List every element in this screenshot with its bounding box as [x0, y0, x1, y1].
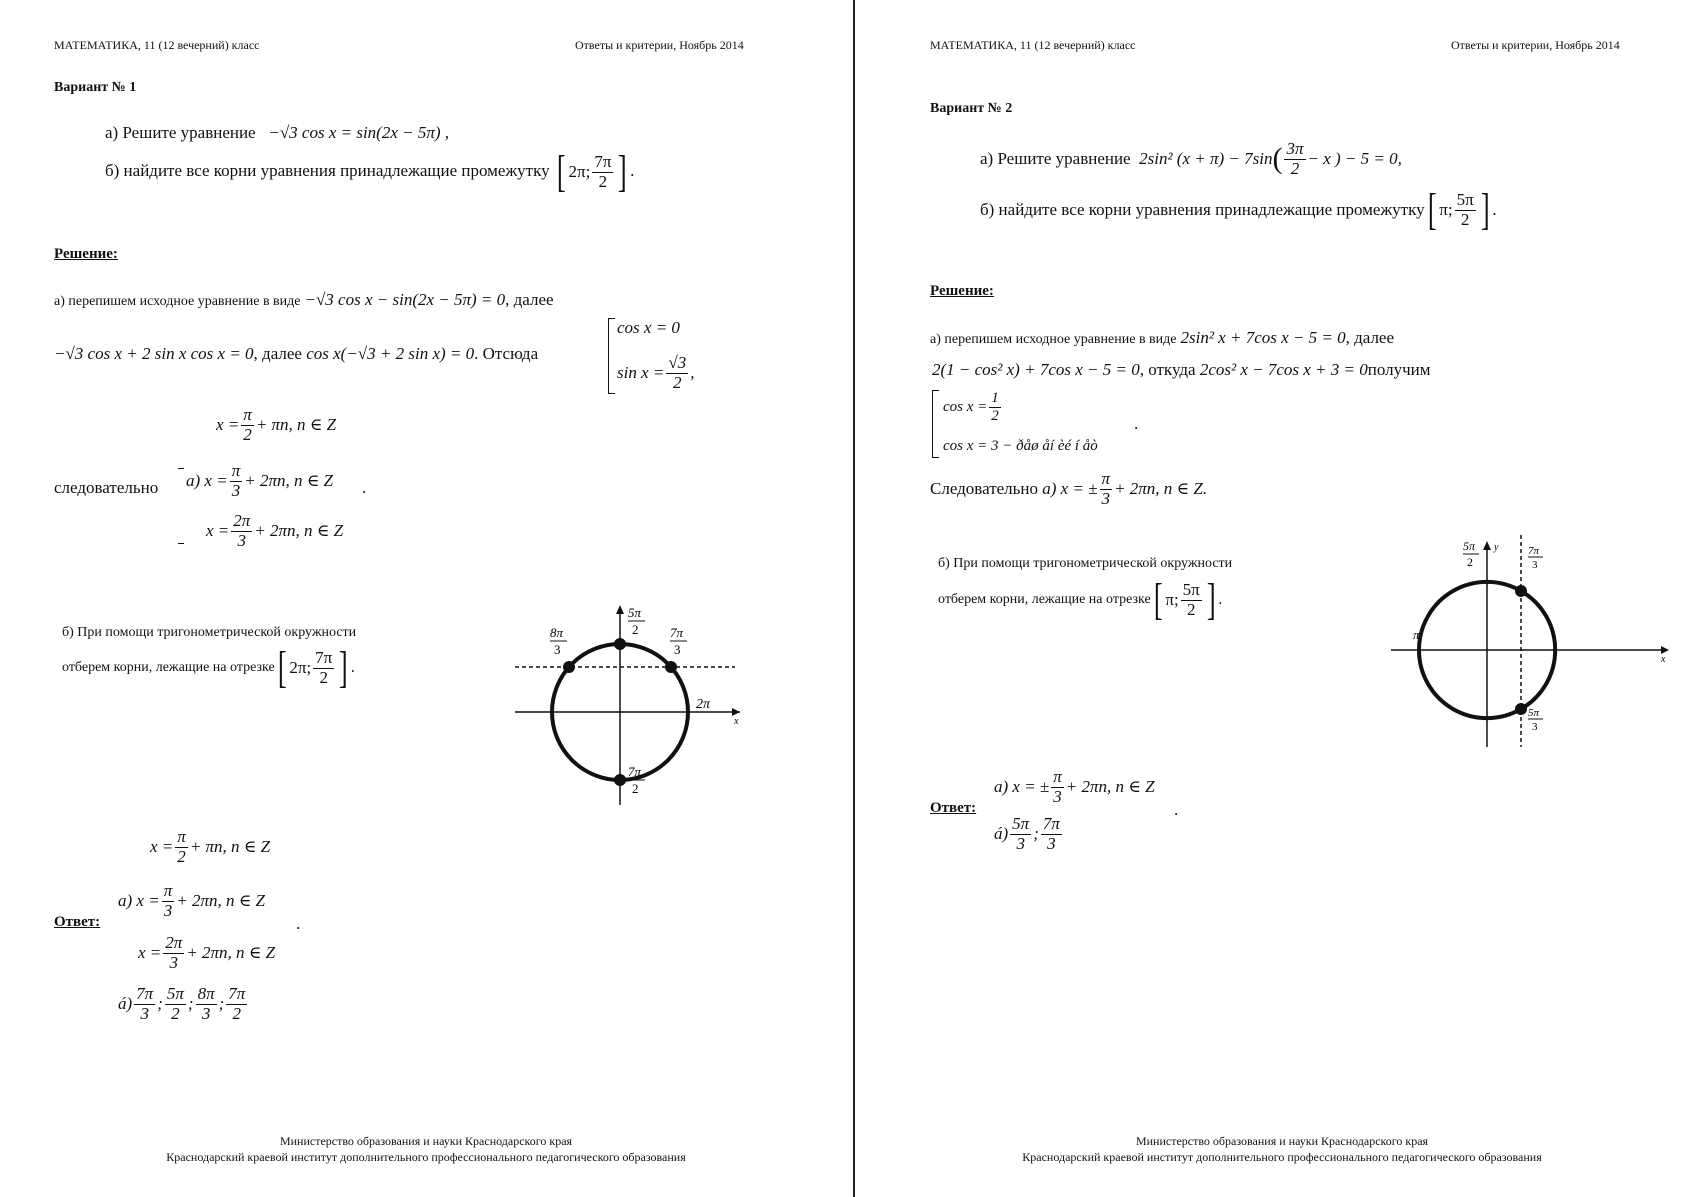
page-variant-2: МАТЕМАТИКА, 11 (12 вечерний) класс Ответы и критерии, Ноябрь 2014 Вариант № 2 а) Решите уравнение 2sin² (x + π) − 7sin ( $\frac{3\pi}{2}$ − x ) − 5 = 0, б) найдите все корни уравнения принадлежащие промежутку [ π; $\frac{5\pi}{2}$ ] . Решение: а) перепишем исходное уравнение в виде 2sin² x + 7cos x − 5 = 0, далее 2(1 − cos² x) + 7cos x − 5 = 0, откуда 2cos² x − 7cos x + 3 = 0получим cos x = $\frac{1}{2}$ cos x = 3 − ðåø åí èé í åò . Следовательно a) x = ± $\frac{\pi}{3}$ + 2πn, n ∈ Z. б) При помощи тригонометрической окружности отберем корни, лежащие на отрезке [ π; $\frac{5\pi}{2}$ ] . 5π 2 y 7π 3 π x 5π 3 a) x = ± $\frac{\pi}{3}$ + 2πn, n ∈ Z Ответ: . á) $\frac{5\pi}{3}$ ; $\frac{7\pi}{3}$ Министерство образования и науки Краснодарского края Краснодарский краевой институт дополнительного профессионального педагогического образования — [856, 0, 1706, 1197]
root-1-pre: x = — [216, 415, 240, 435]
trig-circle-variant-1 — [510, 600, 755, 815]
answer-4-f4-num: 7π — [228, 984, 246, 1003]
answer-label: Ответ: — [930, 800, 977, 816]
root-num: π — [1101, 469, 1111, 488]
task-a-label: а) Решите уравнение — [105, 123, 256, 142]
interval-num: 7π — [594, 151, 612, 171]
answer-2-den: 3 — [163, 900, 173, 920]
answer-1-num: π — [1053, 767, 1062, 786]
solution-line-1-end: , далее — [505, 290, 554, 309]
solution-line-2-end: . Отсюда — [474, 344, 539, 363]
point-7pi-2 — [614, 774, 626, 786]
part-b-interval: [ 2π; $\frac{7\pi}{2}$ ] — [277, 643, 348, 692]
system-cos: cos x = 0 — [617, 318, 680, 337]
answer-4-f4-den: 2 — [232, 1003, 242, 1023]
footer-institute: Краснодарский краевой институт дополнительного профессионального педагогического образования — [1022, 1150, 1542, 1164]
answer-1 — [150, 828, 270, 866]
label-7pi-2-den: 2 — [632, 781, 639, 796]
answer-1-den: 3 — [1053, 786, 1062, 806]
system-cos-sin: cos x = 0 sin x = $\frac{√3}{2}$ , — [608, 318, 717, 394]
answer-2 — [118, 882, 265, 920]
footer-ministry: Министерство образования и науки Краснодарского края — [1135, 1134, 1429, 1148]
answer-4-f1-den: 3 — [140, 1003, 149, 1023]
variant-title: Вариант № 2 — [930, 101, 1013, 116]
answer-2-f2-den: 3 — [1047, 833, 1056, 853]
part-b-interval: [ π; $\frac{5\pi}{2}$ ] — [1153, 575, 1216, 624]
answer-2-f1-den: 3 — [1016, 833, 1025, 853]
header-date: Ответы и критерии, Ноябрь 2014 — [575, 38, 744, 52]
root-pre: a) x = ± — [1042, 479, 1098, 499]
trig-circle-variant-2 — [1391, 535, 1676, 750]
label-7pi-den: 3 — [674, 642, 681, 657]
x-axis-arrow — [732, 708, 740, 716]
root-2 — [186, 462, 333, 500]
solution-line-1-eq: 2sin² x + 7cos x − 5 = 0 — [1180, 328, 1346, 347]
answer-3-den: 3 — [169, 952, 179, 972]
solution-line-1 — [54, 290, 554, 310]
variant-title: Вариант № 1 — [54, 80, 137, 95]
answer-4: á) $\frac{7\pi}{3}$ ; $\frac{5\pi}{2}$ ; $\frac{8\pi}{3}$ ; $\frac{7\pi}{2}$ — [118, 984, 246, 1023]
solution-line-2-eq2: 2cos² x − 7cos x + 3 = 0 — [1199, 360, 1368, 379]
root-result — [930, 470, 1207, 508]
root-3-num: 2π — [233, 511, 251, 530]
label-5pi-den: 2 — [1467, 555, 1473, 569]
solution-line-2-eq2: cos x(−√3 + 2 sin x) = 0 — [306, 344, 475, 363]
part-b-line-1: б) При помощи тригонометрической окружности — [938, 556, 1233, 571]
system-cos-1-num: 1 — [991, 390, 999, 406]
system-cos-1-den: 2 — [991, 407, 999, 424]
answer-4-f2-num: 5π — [166, 984, 184, 1003]
point-5pi-3 — [1515, 703, 1527, 715]
label-8pi-den: 3 — [554, 642, 561, 657]
y-axis-arrow — [1483, 541, 1491, 550]
root-1 — [216, 406, 336, 444]
label-2pi: 2π — [696, 697, 711, 712]
footer-institute: Краснодарский краевой институт дополнительного профессионального педагогического образования — [166, 1150, 686, 1164]
root-3 — [206, 512, 343, 550]
root-1-post: + πn, n ∈ Z — [255, 415, 337, 435]
answer-3-num: 2π — [165, 933, 183, 952]
label-x-axis: x — [734, 716, 739, 727]
solution-line-1-text: а) перепишем исходное уравнение в виде — [54, 294, 301, 309]
answer-label: Ответ: — [54, 914, 101, 930]
interval-den: 2 — [1460, 209, 1470, 229]
part-b-line-2: отберем корни, лежащие на отрезке [ π; $\frac{5\pi}{2}$ ] . — [938, 575, 1223, 624]
label-7pi-den: 3 — [1532, 559, 1538, 571]
part-b-interval-left: 2π; — [289, 658, 312, 677]
solution-line-1-eq: −√3 cos x − sin(2x − 5π) = 0 — [304, 290, 506, 309]
part-b-line-2: отберем корни, лежащие на отрезке [ 2π; $\frac{7\pi}{2}$ ] . — [62, 643, 355, 692]
answer-1-num: π — [177, 827, 186, 846]
answer-2: á) $\frac{5\pi}{3}$ ; $\frac{7\pi}{3}$ — [994, 814, 1060, 853]
part-b-interval-den: 2 — [319, 667, 328, 687]
point-7pi-3 — [1515, 585, 1527, 597]
system-cos-2: cos x = 3 − ðåø åí èé í åò — [943, 438, 1098, 454]
task-b-label: б) найдите все корни уравнения принадлежащие промежутку — [980, 200, 1425, 219]
solution-line-2 — [932, 360, 1431, 380]
header-date: Ответы и критерии, Ноябрь 2014 — [1451, 38, 1620, 52]
solution-line-2-eq: 2(1 − cos² x) + 7cos x − 5 = 0 — [932, 360, 1140, 379]
label-7pi-2: 7π — [628, 764, 642, 779]
answer-3-post: + 2πn, n ∈ Z — [186, 943, 276, 963]
solution-heading: Решение: — [54, 246, 118, 262]
point-8pi-3 — [563, 661, 575, 673]
answer-2-f1-num: 5π — [1012, 814, 1030, 833]
answer-1 — [994, 768, 1155, 806]
answer-4-f3-den: 3 — [201, 1003, 211, 1023]
solution-line-2-mid: , откуда — [1139, 360, 1196, 379]
task-a — [105, 123, 449, 143]
system-bracket-dot: . — [362, 478, 367, 497]
system-sin: sin x = — [617, 363, 665, 383]
solution-line-2-eq: −√3 cos x + 2 sin x cos x = 0 — [54, 344, 254, 363]
system-cos-1: cos x = — [943, 398, 988, 415]
solution-line-2-end: получим — [1367, 360, 1431, 379]
answer-2-post: + 2πn, n ∈ Z — [176, 891, 265, 911]
label-pi: π — [1413, 627, 1420, 642]
interval-left: 2π; — [568, 162, 591, 181]
x-axis-arrow — [1661, 646, 1669, 654]
label-7pi: 7π — [670, 625, 684, 640]
answer-2-num: π — [163, 881, 173, 900]
system-cos — [932, 390, 1151, 458]
arc-selected-lower — [1419, 650, 1521, 718]
interval: [ π; $\frac{5\pi}{2}$ ] — [1427, 185, 1490, 234]
solution-line-1 — [930, 328, 1394, 348]
root-1-den: 2 — [243, 424, 252, 444]
task-b: б) найдите все корни уравнения принадлежащие промежутку [ π; $\frac{5\pi}{2}$ ] . — [980, 185, 1497, 234]
answer-3 — [138, 934, 275, 972]
task-a-eq-part1: 2sin² (x + π) − 7sin — [1139, 149, 1273, 169]
label-7pi: 7π — [1528, 545, 1540, 557]
label-x-axis: x — [1661, 654, 1666, 665]
answer-2-f2-num: 7π — [1042, 814, 1060, 833]
answer-2-pre: a) x = — [118, 891, 160, 911]
label-5pi-3: 5π — [1528, 707, 1540, 719]
answer-1-pre: a) x = ± — [994, 777, 1050, 797]
page-variant-1: МАТЕМАТИКА, 11 (12 вечерний) класс Ответы и критерии, Ноябрь 2014 Вариант № 1 а) Решите уравнение −√3 cos x = sin(2x − 5π) , б) найдите все корни уравнения принадлежащие промежутку [ 2π; $\frac{7\pi}{2}$ ] . Решение: а) перепишем исходное уравнение в виде −√3 cos x − sin(2x − 5π) = 0, далее −√3 cos x + 2 sin x cos x = 0, далее cos x(−√3 + 2 sin x) = 0. Отсюда cos x = 0 sin x = $\frac{√3}{2}$ , x = $\frac{\pi}{2}$ + πn, n ∈ Z следовательно a) x = $\frac{\pi}{3}$ + 2πn, n ∈ Z . x = $\frac{2\pi}{3}$ + 2πn, n ∈ Z б) При помощи тригонометрической окружности отберем корни, лежащие на отрезке [ 2π; $\frac{7\pi}{2}$ ] . 5π 2 8π 3 7π 3 2π 7π 2 x x = $\frac{\pi}{2}$ + πn, n ∈ Z a) x = $\frac{\pi}{3}$ + 2πn, n ∈ Z Ответ: . x = $\frac{2\pi}{3}$ + 2πn, n ∈ Z á) $\frac{7\pi}{3}$ ; $\frac{5\pi}{2}$ ; $\frac{8\pi}{3}$ ; $\frac{7\pi}{2}$ Министерство образования и науки Краснодарского края Краснодарский краевой институт дополнительного профессионального педагогического образования — [0, 0, 852, 1197]
label-5pi-3-den: 3 — [1532, 721, 1538, 733]
answer-3-pre: x = — [138, 943, 162, 963]
part-b-interval-num: 5π — [1182, 579, 1200, 599]
system-sin-den: 2 — [673, 372, 682, 392]
part-b-line-2-text: отберем корни, лежащие на отрезке — [938, 592, 1151, 607]
system-sin-num: √3 — [668, 353, 687, 372]
label-y-axis: y — [1494, 542, 1499, 553]
point-7pi-3 — [665, 661, 677, 673]
solution-line-1-end: , далее — [1345, 328, 1395, 347]
answer-1-den: 2 — [177, 846, 186, 866]
label-5pi: 5π — [628, 605, 642, 620]
label-8pi: 8π — [550, 625, 564, 640]
answer-1-post: + 2πn, n ∈ Z — [1065, 777, 1155, 797]
therefore-label: Следовательно — [930, 479, 1039, 499]
solution-line-1-text: а) перепишем исходное уравнение в виде — [930, 332, 1177, 347]
part-b-interval-den: 2 — [1186, 599, 1196, 619]
task-b: б) найдите все корни уравнения принадлежащие промежутку [ 2π; $\frac{7\pi}{2}$ ] . — [105, 147, 635, 196]
label-5pi: 5π — [1463, 539, 1476, 553]
interval-den: 2 — [598, 171, 608, 191]
interval: [ 2π; $\frac{7\pi}{2}$ ] — [556, 147, 628, 196]
answer-4-f3-num: 8π — [197, 984, 215, 1003]
root-2-post: + 2πn, n ∈ Z — [244, 471, 333, 491]
answer-4-pre: á) — [118, 994, 133, 1014]
task-a: а) Решите уравнение 2sin² (x + π) − 7sin ( $\frac{3\pi}{2}$ − x ) − 5 = 0, — [980, 139, 1402, 178]
root-3-den: 3 — [237, 530, 247, 550]
task-a-label: а) Решите уравнение — [980, 149, 1131, 169]
header-subject: МАТЕМАТИКА, 11 (12 вечерний) класс — [930, 38, 1136, 52]
part-b-interval-left: π; — [1165, 590, 1179, 609]
solution-line-2 — [54, 344, 538, 364]
root-2-den: 3 — [231, 480, 241, 500]
answer-1-pre: x = — [150, 837, 174, 857]
y-axis-arrow — [616, 605, 624, 614]
root-2-num: π — [231, 461, 241, 480]
root-3-post: + 2πn, n ∈ Z — [254, 521, 344, 541]
part-b-line-1: б) При помощи тригонометрической окружности — [62, 625, 357, 640]
therefore-label: следовательно — [54, 478, 159, 497]
page-divider — [853, 0, 855, 1197]
answer-4-f1-num: 7π — [136, 984, 154, 1003]
solution-line-2-mid: , далее — [253, 344, 302, 363]
root-den: 3 — [1101, 488, 1111, 508]
root-post: + 2πn, n ∈ Z. — [1114, 479, 1208, 499]
task-b-label: б) найдите все корни уравнения принадлежащие промежутку — [105, 160, 550, 180]
interval-left: π; — [1439, 200, 1453, 219]
solution-heading: Решение: — [930, 283, 994, 299]
task-a-eq-part2: − x ) − 5 = 0, — [1307, 149, 1402, 169]
part-b-interval-num: 7π — [315, 647, 333, 667]
part-b-line-2-text: отберем корни, лежащие на отрезке — [62, 660, 275, 675]
task-a-frac-den: 2 — [1290, 158, 1300, 178]
answer-1-post: + πn, n ∈ Z — [189, 837, 271, 857]
answer-4-f2-den: 2 — [171, 1003, 180, 1023]
root-3-pre: x = — [206, 521, 230, 541]
footer-ministry: Министерство образования и науки Краснодарского края — [279, 1134, 573, 1148]
interval-num: 5π — [1456, 189, 1474, 209]
answer-2-pre: á) — [994, 824, 1009, 844]
header-subject: МАТЕМАТИКА, 11 (12 вечерний) класс — [54, 38, 260, 52]
task-a-frac-num: 3π — [1286, 139, 1304, 158]
label-5pi-den: 2 — [632, 622, 639, 637]
root-1-num: π — [243, 405, 252, 424]
root-2-pre: a) x = — [186, 471, 228, 491]
task-a-equation: −√3 cos x = sin(2x − 5π) , — [268, 123, 450, 142]
arc-selected-upper — [1419, 582, 1521, 650]
point-5pi-2 — [614, 638, 626, 650]
